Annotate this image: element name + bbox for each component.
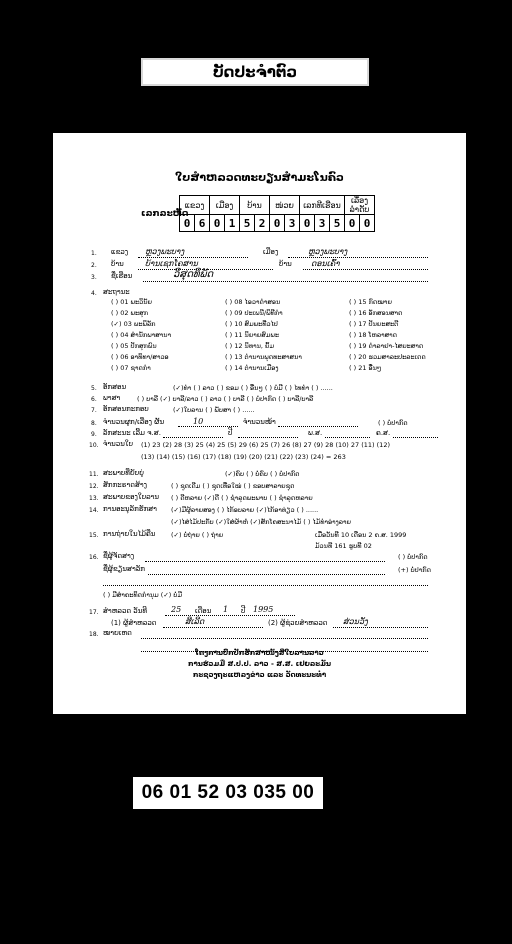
item-number: 10. (89, 442, 99, 449)
code-digit: 1 (225, 215, 240, 232)
item-label: ຈຳນວນໜ້າ (243, 418, 276, 426)
item-label: ໝາຍເຫດ (103, 629, 132, 637)
item-number: 13. (89, 495, 99, 502)
item-number: 16. (89, 554, 99, 561)
code-header: ແຂວງ (180, 196, 210, 215)
item-label: ພ.ສ. (308, 429, 323, 437)
code-digit: 6 (195, 215, 210, 232)
fill-line (288, 257, 428, 258)
item-number: 17. (89, 609, 99, 616)
item-options: ( ) ຊຸດເດີມ ( ) ຊຸດເທື່ອໃໝ່ ( ) ຂອບສາລາຍຊຸດ (171, 482, 295, 490)
bottom-label: 06 01 52 03 035 00 (133, 777, 323, 809)
item-value: ຫຼວງພະບາງ (308, 247, 348, 256)
item-label: ຊື່ຜູ້ຂຽນສາລັກ (103, 565, 145, 573)
category-option: ( ) 01 ພະວິນັຍ (111, 298, 152, 306)
item-label: ຊື່ເຮືອນ (111, 272, 133, 280)
code-digit: 3 (285, 215, 300, 232)
item-number: 6. (91, 396, 97, 403)
item-label: ສະພາບຂອງໃບລານ (103, 493, 160, 501)
item-options: (✓)ໃບລານ ( ) ພັບສາ ( ) ...... (173, 406, 255, 414)
category-option: ( ) 12 ນິທານ, ຍິ້ມ (225, 342, 275, 350)
item-label: (1) ຜູ້ສຳຫລວດ (111, 619, 157, 627)
category-option: ( ) 18 ໂຫລາສາດ (349, 331, 398, 339)
item-value: 10 (193, 417, 204, 426)
code-digit: 0 (360, 215, 375, 232)
code-digit-row (180, 215, 375, 232)
item-number: 9. (91, 431, 97, 438)
item-label: ການຖ່າຍໃນໄມ້ຄືນ (103, 530, 156, 538)
item-number: 3. (91, 274, 97, 281)
item-number: 18. (89, 631, 99, 638)
fill-line (178, 426, 238, 427)
fill-line (163, 437, 223, 438)
code-digit: 2 (255, 215, 270, 232)
item-value: ດອນເຄົ້າ (311, 259, 340, 268)
code-digit: 0 (345, 215, 360, 232)
item-options: (✓)ໄສ່ໄມ້ປະກັບ (✓)ໃສ່ຜ້າຫໍ່ (✓)ສັກໂຄສະນາໄມ້ ( ) ໄມ້ທຳອ່າງລາຍ (171, 518, 351, 526)
code-header: ໜ່ວຍ (270, 196, 300, 215)
microfilm-roll: ມ້ວນທີ 161 ຮູບທີ 02 (315, 542, 372, 550)
item-number: 8. (91, 420, 97, 427)
category-option: (✓) 03 ພະພິລັກ (111, 320, 156, 328)
item-number: 14. (89, 507, 99, 514)
leaf-counts: (1) 23 (2) 28 (3) 25 (4) 25 (5) 29 (6) 25 (7) 26 (8) 27 (9) 28 (10) 27 (11) (12) (141, 441, 390, 449)
fill-line (163, 627, 263, 628)
fill-line (333, 627, 428, 628)
item-options: (+) ບໍ່ປາກົດ (398, 566, 431, 574)
item-options: ( ) ດີຫລາຍ (✓)ດີ ( ) ຊຳລຸດພະພາບ ( ) ຊຳລຸດຫລາຍ (171, 494, 313, 502)
item-value: ບ້ານເຊກໂຄສານ (145, 259, 198, 268)
code-digit: 0 (270, 215, 285, 232)
footer-line: ໂຄງການປົກປັກຮັກສາໜັງສືໃບລານລາວ (195, 649, 324, 657)
item-options: (✓)ຄົບ ( ) ບໍ່ຄົບ ( ) ບໍ່ປາກົດ (225, 470, 300, 478)
item-value: ວິສຸດທິພັດ (173, 269, 214, 280)
item-label: ຊື່ຜູ້ຈັດສາງ (103, 552, 135, 560)
item-number: 5. (91, 385, 97, 392)
survey-month: 1 (223, 605, 229, 614)
item-options: (✓) ບໍ່ຖ່າຍ ( ) ຖ່າຍ (171, 531, 224, 539)
category-option: ( ) 04 ສຳນັກພາສານາ (111, 331, 172, 339)
item-number: 11. (89, 471, 99, 478)
footer-line: ກະຊວງຖະແຫລງຂ່າວ ແລະ ວັດທະນະທຳ (192, 671, 327, 679)
item-label: ອັກສອນກະກອບ (103, 405, 149, 413)
fill-line (303, 269, 428, 270)
fill-line (145, 561, 385, 562)
item-label: ບ້ານ (279, 260, 292, 268)
item-label: ປີ (228, 429, 233, 437)
item-options: ( ) ບາລີ (✓) ບາລີ/ລາວ ( ) ລາວ ( ) ບາລີ ( ) ບໍ່ປາກົດ ( ) ບາລີ/ບາລີ (137, 395, 314, 403)
category-option: ( ) 15 ກົດໝາຍ (349, 298, 392, 306)
microfilm-date: ເມື່ອວັນທີ 10 ເດືອນ 2 ຄ.ສ. 1999 (315, 531, 407, 539)
item-value: ຫຼວງພະບາງ (145, 247, 185, 256)
item-label: ຄ.ສ. (376, 429, 391, 437)
fill-line (138, 257, 248, 258)
item-number: 12. (89, 483, 99, 490)
fill-line (238, 437, 298, 438)
item-label: ຈຳນວນຜູກ/ເລື່ອງ ຜັ້ນ (103, 418, 165, 426)
fill-line (148, 574, 385, 575)
fill-line (103, 585, 428, 586)
category-option: ( ) 05 ປັກສຸກພົນ (111, 342, 157, 350)
code-header: ເມືອງ (210, 196, 240, 215)
category-option: ( ) 07 ຊາດກຳ (111, 364, 151, 372)
footer-line: ການຮ່ວມມື ສ.ປ.ປ. ລາວ - ສ.ສ. ເຢຍລະມັນ (187, 660, 332, 668)
item-number: 2. (91, 262, 97, 269)
item-label: ການອະນຸລັກຮັກສາ (103, 505, 157, 513)
code-digit: 0 (210, 215, 225, 232)
item-label: ບ້ານ (111, 260, 124, 268)
fill-line (393, 437, 438, 438)
item-label: ເດືອນ (195, 607, 212, 615)
code-table (179, 195, 375, 232)
category-option: ( ) 09 ປະເພນີ/ພິທີກຳ (225, 309, 283, 317)
item-number: 1. (91, 250, 97, 257)
category-option: ( ) 16 ອັກສອນສາດ (349, 309, 403, 317)
item-number: 15. (89, 532, 99, 539)
code-label: ເລກລະຫັດ (141, 209, 189, 219)
category-option: ( ) 10 ສົມພະທີ່ວໄປ (225, 320, 278, 328)
survey-year: 1995 (253, 605, 274, 614)
code-header: ເລື່ອງລຳດັບ (345, 196, 375, 215)
item-label: ປີ (241, 607, 246, 615)
leaf-counts: (13) (14) (15) (16) (17) (18) (19) (20) (21) (22) (23) (24) = 263 (141, 453, 346, 461)
code-digit: 0 (300, 215, 315, 232)
category-option: ( ) 08 ໄອວາດຳສອນ (225, 298, 281, 306)
form-title: ໃບສຳຫລວດທະບຽນສຳມະໂນຄົວ (175, 171, 344, 184)
survey-form-page (53, 133, 466, 714)
top-label: ບັດປະຈຳຕົວ (141, 58, 369, 86)
item-label: ເມືອງ (263, 248, 279, 256)
code-digit: 5 (240, 215, 255, 232)
fill-line (141, 638, 428, 639)
item-label: ສະພາບທີ່ຍັບຍູ່ (103, 469, 144, 477)
category-option: ( ) 02 ພະສຸກ (111, 309, 149, 317)
category-option: ( ) 14 ຕຳນານເມືອງ (225, 364, 279, 372)
fill-line (143, 281, 428, 282)
fill-line (165, 615, 295, 616)
category-option: ( ) 19 ດຳລາຢາ-ໄສຍະສາດ (349, 342, 424, 350)
item-options: ( ) ບໍ່ປາກົດ (398, 553, 428, 561)
category-option: ( ) 06 ອາທິທາ/ສາວອ (111, 353, 169, 361)
item-label: ພາສາ (103, 394, 121, 402)
item-label: (2) ຜູ້ຊ່ວຍສຳຫລວດ (268, 619, 328, 627)
item-options: (✓)ທຳ ( ) ລາວ ( ) ຂອມ ( ) ອື່ນໆ ( ) ບໍ່ມີ ( ) ໄທທໍາ ( ) ...... (173, 384, 333, 392)
category-option: ( ) 17 ປັນຍະສະຕີ (349, 320, 399, 328)
item-label: ລັກສະນະ ເລີ້ມ ຈ.ສ. (103, 429, 161, 437)
code-digit: 3 (315, 215, 330, 232)
item-options: ( ) ບໍ່ປາກົດ (378, 419, 408, 427)
fill-line (325, 437, 370, 438)
fill-line (278, 426, 358, 427)
item-label: ອັກສອນ (103, 383, 127, 391)
category-option: ( ) 11 ນິຍາຍສົມພະ (225, 331, 279, 339)
category-option: ( ) 21 ອື່ນໆ (349, 364, 382, 372)
item-number: 7. (91, 407, 97, 414)
item-label: ສັກກະຣາດສ້າງ (103, 481, 148, 489)
category-option: ( ) 13 ຕຳນານພຸດທະສາສນາ (225, 353, 302, 361)
survey-day: 25 (171, 605, 182, 614)
surveyor-name: ສີເລີດ (185, 617, 205, 626)
code-digit: 0 (180, 215, 195, 232)
code-header: ບ້ານ (240, 196, 270, 215)
item-options: (✓)ມີຜູ້ລາຍສອງ ( ) ໄກ້ອບລາຍ (✓)ໄກ້ອາທ່ຽວ ( ) ...... (171, 506, 319, 514)
item-options: ( ) ມີສຳຄະທິດກຳນຸມ (✓) ບໍ່ມີ (103, 591, 183, 599)
item-label: ຈຳນວນໃບ (103, 440, 134, 448)
item-label: ແຂວງ (111, 248, 129, 256)
item-label: ສຳຫລວດ ວັນທີ (103, 607, 147, 615)
checker-name: ສ່ວນວັງ (343, 617, 368, 626)
item-number: 4. (91, 290, 97, 297)
code-header: ເລກທີເຮືອນ (300, 196, 345, 215)
code-header-row (180, 196, 375, 215)
code-digit: 5 (330, 215, 345, 232)
section4-label: ສະຖານະ (103, 288, 130, 296)
category-option: ( ) 20 ຮວມສາລະປະລະເດດ (349, 353, 426, 361)
